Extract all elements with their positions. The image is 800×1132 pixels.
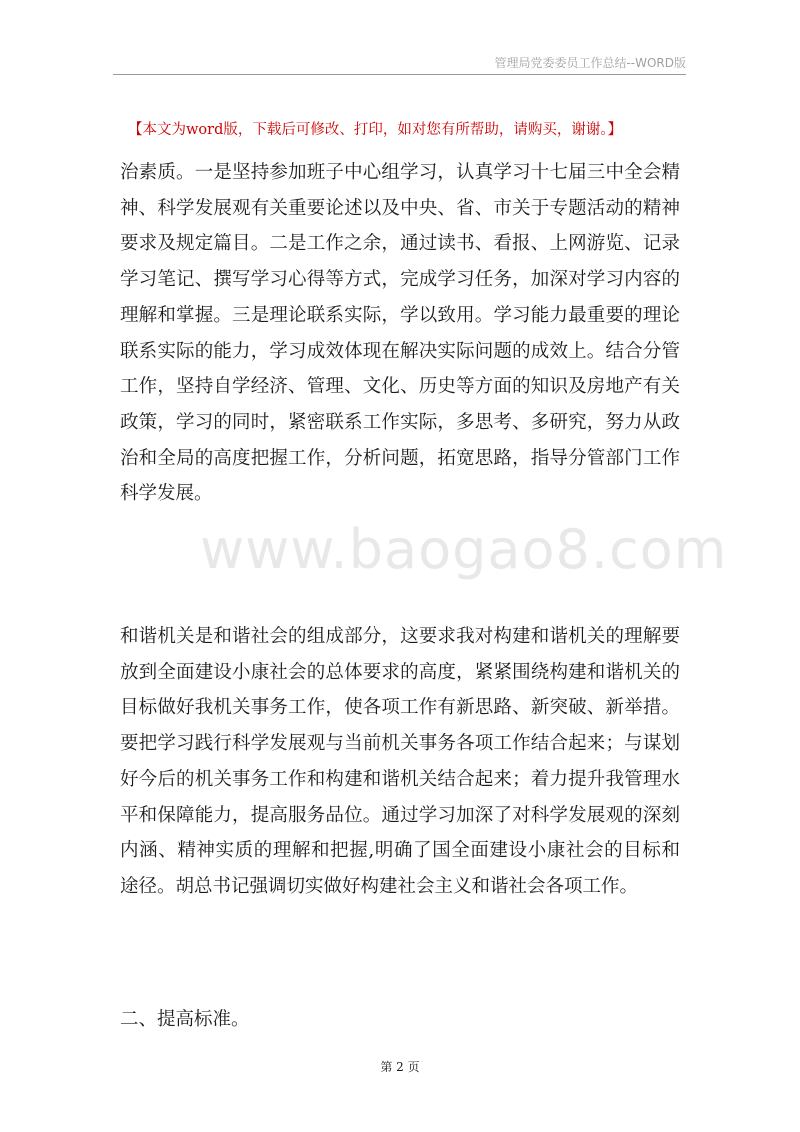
purchase-notice: 【本文为word版，下载后可修改、打印，如对您有所帮助，请购买，谢谢。】 bbox=[128, 122, 623, 138]
paragraph-1: 治素质。一是坚持参加班子中心组学习，认真学习十七届三中全会精神、科学发展观有关重要论述以及中央、省、市关于专题活动的精神要求及规定篇目。二是工作之余，通过读书、看报、上网游览、记录学习笔记、撰写学习心得等方式，完成学习任务，加深对学习内容的理解和掌握。三是理论联系实际，学以致用。学习能力最重要的理论联系实际的能力，学习成效体现在解决实际问题的成效上。结合分管工作，坚持自学经济、管理、文化、历史等方面的知识及房地产有关政策，学习的同时，紧密联系工作实际，多思考、多研究，努力从政治和全局的高度把握工作，分析问题，拓宽思路，指导分管部门工作科学发展。 bbox=[120, 162, 680, 505]
paragraph-2: 和谐机关是和谐社会的组成部分，这要求我对构建和谐机关的理解要放到全面建设小康社会的总体要求的高度，紧紧围绕构建和谐机关的目标做好我机关事务工作，使各项工作有新思路、新突破、新举措。要把学习践行科学发展观与当前机关事务各项工作结合起来；与谋划好今后的机关事务工作和构建和谐机关结合起来；着力提升我管理水平和保障能力，提高服务品位。通过学习加深了对科学发展观的深刻内涵、精神实质的理解和把握,明确了国全面建设小康社会的目标和途径。胡总书记强调切实做好构建社会主义和谐社会各项工作。 bbox=[120, 626, 680, 897]
page-header bbox=[113, 52, 686, 75]
watermark: www.baogao8.com bbox=[200, 518, 728, 581]
header-title: 管理局党委委员工作总结--WORD版 bbox=[494, 56, 686, 70]
page-number: 第 2 页 bbox=[380, 1060, 420, 1074]
section-heading: 二、提高标准。 bbox=[120, 1009, 250, 1030]
